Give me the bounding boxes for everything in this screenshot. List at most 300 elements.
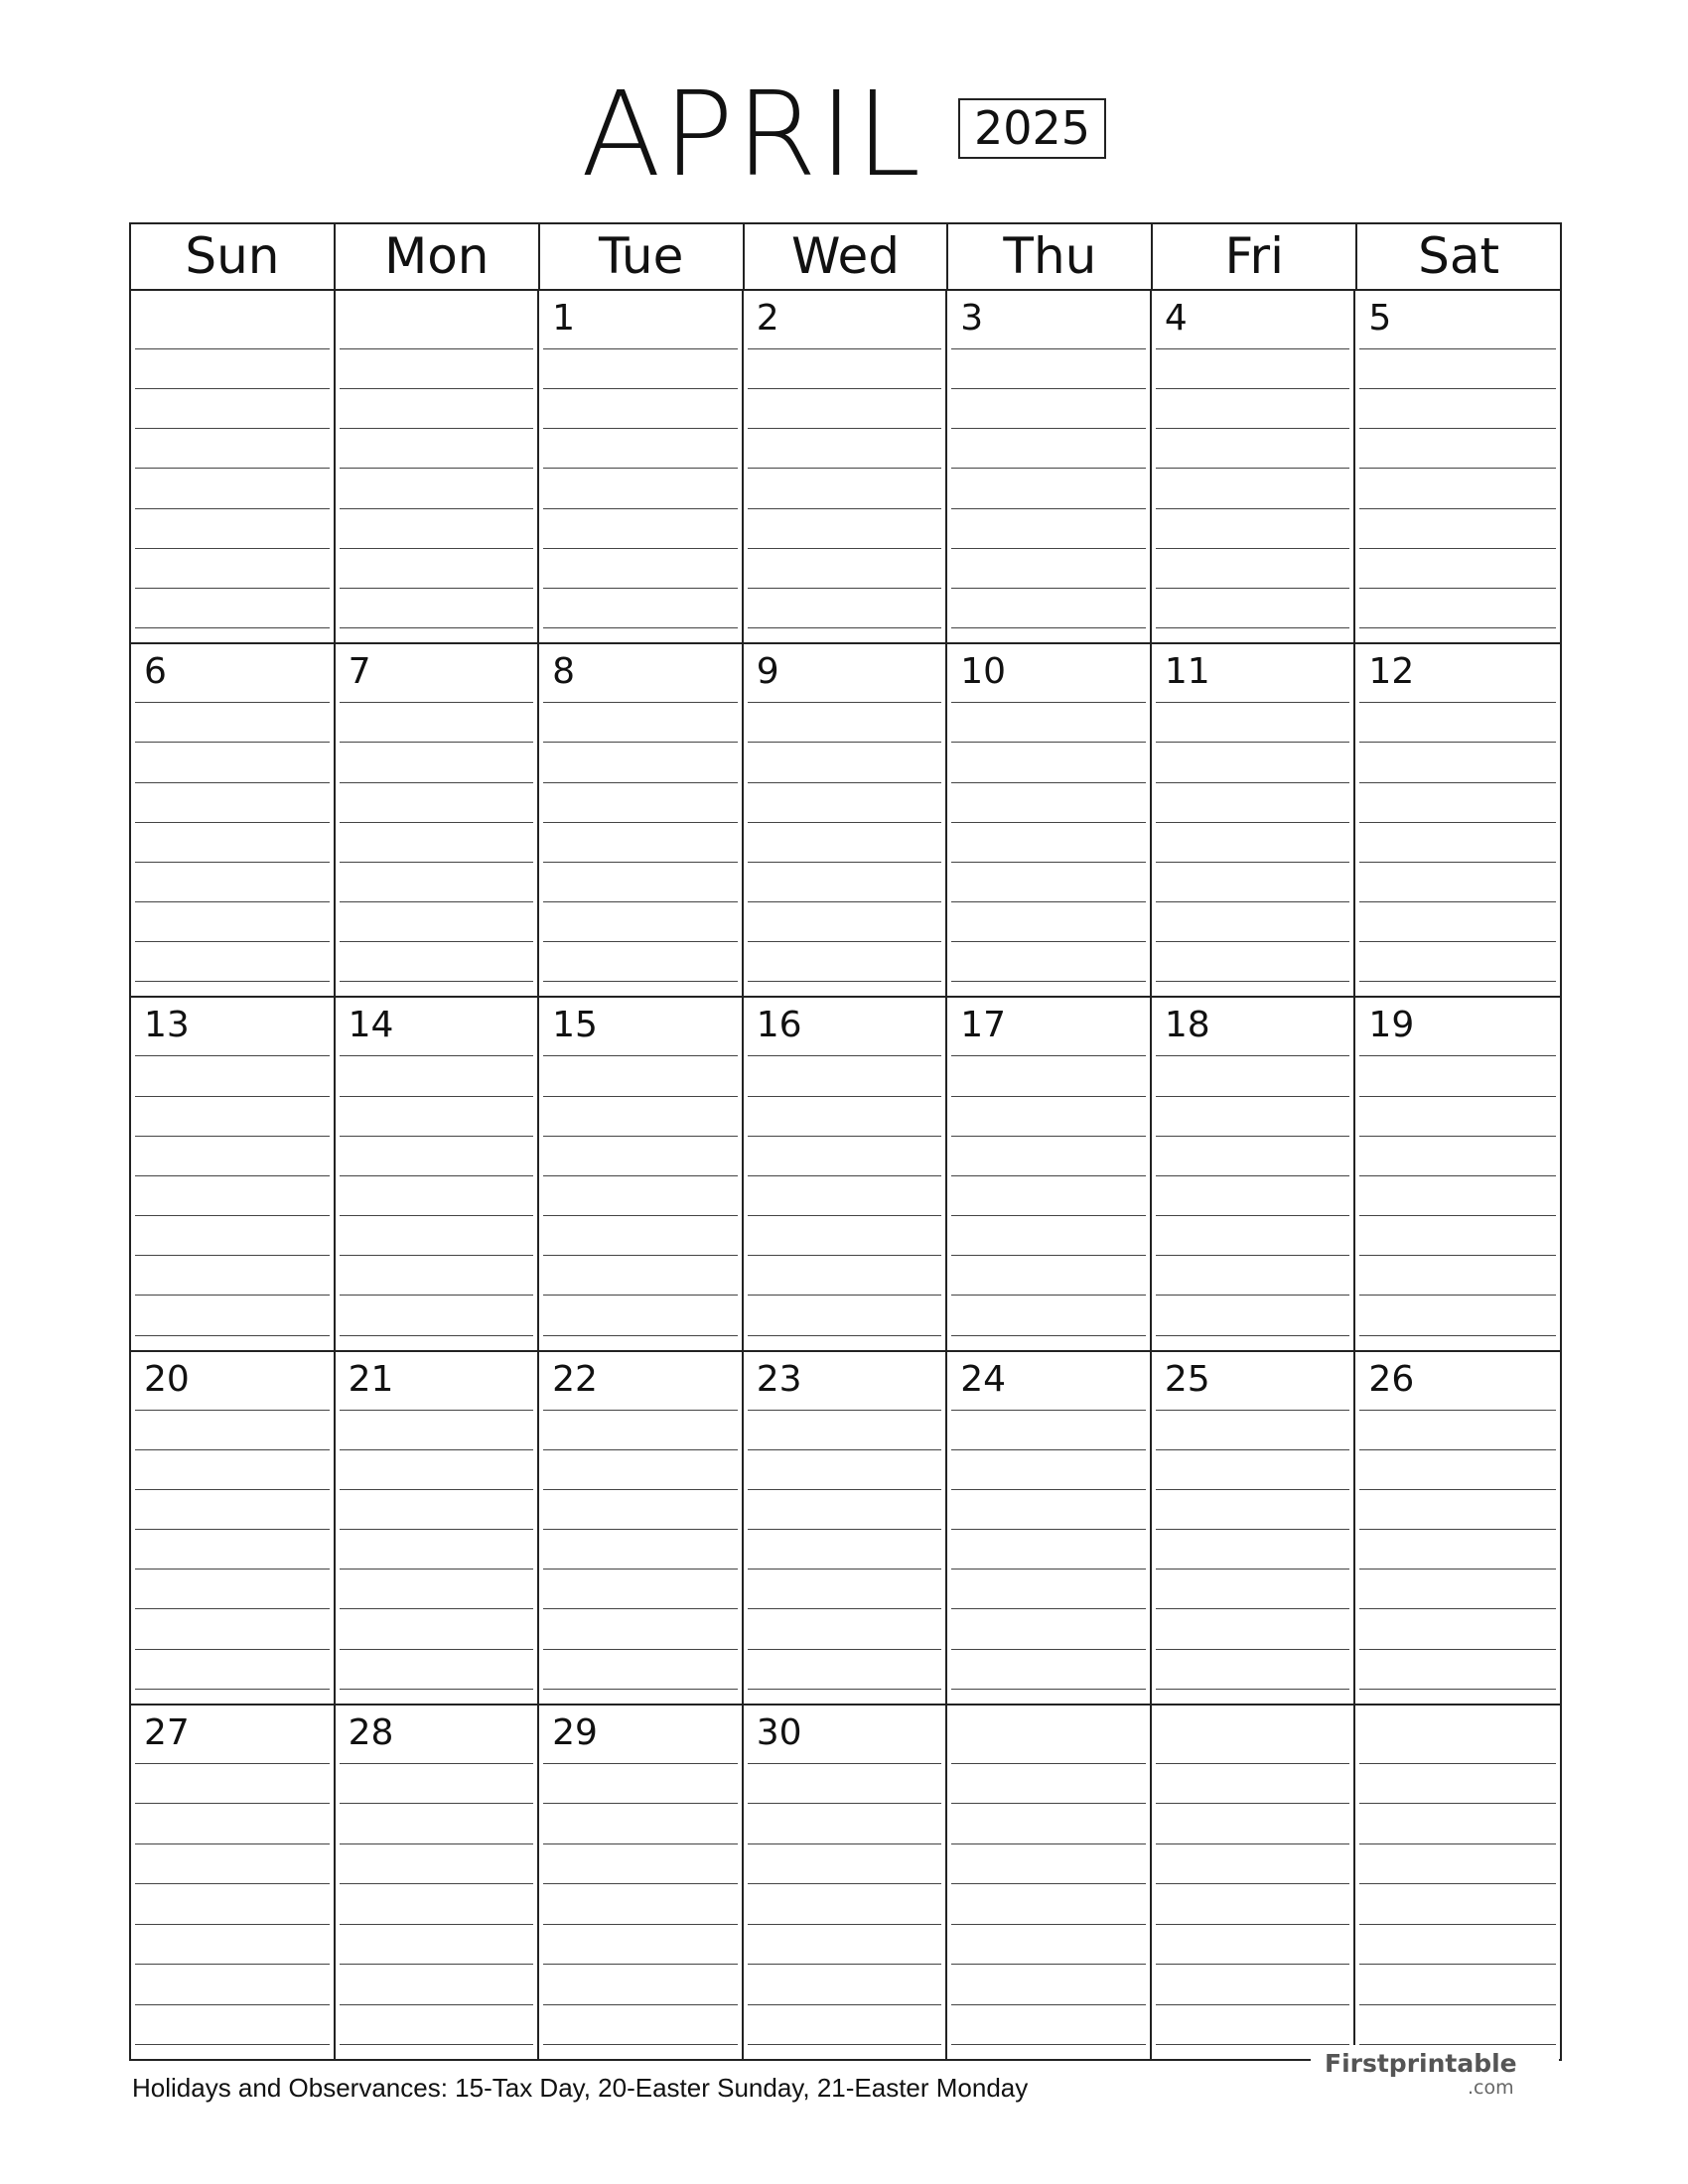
writing-line [543,508,738,509]
writing-line [748,1175,942,1176]
writing-line [748,1410,942,1411]
writing-line [1359,1529,1556,1530]
writing-line [340,1295,534,1296]
day-cell [744,1706,948,2059]
writing-line [340,2044,534,2045]
writing-line [1359,1175,1556,1176]
writing-line [748,1449,942,1450]
day-cell [131,644,336,998]
writing-line [1156,1136,1350,1137]
writing-lines [543,1763,738,2045]
writing-line [1359,981,1556,982]
writing-line [748,1055,942,1056]
day-cell [336,998,540,1351]
writing-line [135,941,330,942]
day-cell [131,291,336,644]
writing-lines [340,348,534,628]
writing-line [951,1335,1146,1336]
date-number: 10 [960,651,1007,693]
writing-line [543,1608,738,1609]
writing-line [1156,1843,1350,1844]
writing-line [340,388,534,389]
writing-line [340,1924,534,1925]
writing-line [951,2004,1146,2005]
writing-line [543,388,738,389]
writing-line [340,1335,534,1336]
writing-line [951,1649,1146,1650]
writing-line [135,1689,330,1690]
writing-line [340,1529,534,1530]
month-title: APRIL [581,66,923,203]
date-number: 18 [1164,1005,1210,1046]
day-cell [539,1706,744,2059]
writing-line [135,1410,330,1411]
writing-line [951,1924,1146,1925]
writing-line [340,1964,534,1965]
writing-line [135,1964,330,1965]
writing-line [340,1215,534,1216]
writing-line [951,468,1146,469]
writing-line [748,941,942,942]
writing-line [748,1569,942,1570]
writing-lines [748,1763,942,2045]
writing-line [135,1449,330,1450]
writing-line [1156,862,1350,863]
day-cell [336,1706,540,2059]
writing-line [1156,508,1350,509]
writing-line [543,1449,738,1450]
weekday-tue: Tue [540,224,745,289]
writing-line [340,981,534,982]
writing-line [748,1689,942,1690]
writing-line [1156,1608,1350,1609]
day-cell [336,291,540,644]
writing-line [951,1215,1146,1216]
date-number: 24 [960,1358,1007,1400]
writing-line [543,1055,738,1056]
writing-line [1359,1055,1556,1056]
writing-line [748,627,942,628]
writing-line [1156,822,1350,823]
writing-line [1156,1096,1350,1097]
date-number: 30 [756,1711,802,1753]
writing-line [135,782,330,783]
writing-line [1359,1964,1556,1965]
writing-line [1156,1335,1350,1336]
brand-logo [1311,2045,1559,2105]
writing-line [951,1608,1146,1609]
writing-line [1156,1489,1350,1490]
writing-line [1156,1410,1350,1411]
date-number: 4 [1164,298,1188,339]
writing-line [1359,1255,1556,1256]
day-cell [539,1352,744,1706]
writing-line [543,1255,738,1256]
writing-line [951,1529,1146,1530]
day-cell [1152,291,1356,644]
writing-line [543,588,738,589]
writing-line [951,901,1146,902]
writing-line [1156,588,1350,589]
writing-line [340,1255,534,1256]
day-cell [744,644,948,998]
writing-line [1359,1608,1556,1609]
writing-line [135,1924,330,1925]
writing-line [135,2044,330,2045]
date-number: 11 [1164,651,1210,693]
writing-line [748,981,942,982]
writing-line [135,1489,330,1490]
writing-line [1359,1096,1556,1097]
writing-line [135,508,330,509]
date-number: 15 [552,1005,598,1046]
day-cell [539,998,744,1351]
writing-line [951,702,1146,703]
writing-lines [1359,1055,1556,1335]
writing-line [340,508,534,509]
writing-line [1156,981,1350,982]
writing-line [340,1449,534,1450]
writing-line [135,862,330,863]
day-cell [744,1352,948,1706]
writing-line [135,1335,330,1336]
writing-line [543,1295,738,1296]
writing-line [1156,941,1350,942]
writing-line [1359,1883,1556,1884]
day-cell [1355,998,1560,1351]
day-cell [131,1706,336,2059]
writing-line [543,627,738,628]
writing-line [1156,1255,1350,1256]
writing-line [748,1255,942,1256]
date-number: 26 [1368,1358,1415,1400]
writing-line [748,1529,942,1530]
writing-line [951,782,1146,783]
weekday-sun: Sun [131,224,336,289]
writing-line [951,588,1146,589]
writing-lines [340,1055,534,1335]
writing-lines [1359,348,1556,628]
writing-line [340,1883,534,1884]
writing-line [135,1883,330,1884]
writing-line [543,2044,738,2045]
writing-line [340,782,534,783]
writing-lines [1156,1410,1350,1690]
logo-name: Firstprintable [1325,2049,1517,2078]
writing-line [748,1489,942,1490]
writing-line [543,822,738,823]
writing-line [951,1964,1146,1965]
writing-line [1156,1964,1350,1965]
writing-line [1359,468,1556,469]
writing-lines [748,1055,942,1335]
date-number: 16 [756,1005,802,1046]
writing-line [748,1649,942,1650]
writing-line [1359,2004,1556,2005]
writing-line [340,702,534,703]
writing-lines [340,1410,534,1690]
writing-line [1359,702,1556,703]
writing-line [951,1136,1146,1137]
date-number: 2 [756,298,779,339]
writing-line [543,941,738,942]
writing-line [1156,1803,1350,1804]
writing-line [340,822,534,823]
writing-line [951,508,1146,509]
writing-line [340,1763,534,1764]
writing-line [748,1335,942,1336]
day-cell [131,998,336,1351]
day-cell [336,1352,540,1706]
writing-lines [748,348,942,628]
writing-line [748,348,942,349]
writing-line [951,1689,1146,1690]
day-cell [1355,644,1560,998]
writing-line [1359,1649,1556,1650]
day-cell [1152,1352,1356,1706]
writing-line [340,588,534,589]
writing-lines [135,348,330,628]
date-number: 28 [348,1711,394,1753]
writing-line [340,2004,534,2005]
writing-line [340,862,534,863]
writing-line [951,1489,1146,1490]
writing-line [543,1096,738,1097]
writing-line [1359,1689,1556,1690]
writing-line [1359,348,1556,349]
day-cell [947,1352,1152,1706]
day-cell [744,998,948,1351]
writing-line [748,822,942,823]
writing-line [340,1175,534,1176]
writing-line [1359,1136,1556,1137]
writing-line [1156,901,1350,902]
writing-line [748,388,942,389]
writing-lines [543,1055,738,1335]
writing-lines [1359,1410,1556,1690]
writing-line [135,822,330,823]
writing-line [1359,428,1556,429]
writing-line [1359,1449,1556,1450]
writing-line [1359,941,1556,942]
writing-line [748,1096,942,1097]
writing-lines [951,1410,1146,1690]
writing-line [748,702,942,703]
writing-line [951,1803,1146,1804]
holidays-note: Holidays and Observances: 15-Tax Day, 20-Easter Sunday, 21-Easter Monday [132,2073,1029,2103]
writing-line [951,1175,1146,1176]
writing-line [543,1843,738,1844]
day-cell [1355,1706,1560,2059]
writing-line [135,548,330,549]
writing-line [748,2044,942,2045]
writing-line [543,742,738,743]
writing-line [543,428,738,429]
writing-line [135,1529,330,1530]
day-cells [131,291,1560,2059]
writing-line [1156,1649,1350,1650]
writing-line [135,1136,330,1137]
writing-line [951,1843,1146,1844]
date-number: 19 [1368,1005,1415,1046]
writing-line [135,1608,330,1609]
writing-line [748,1924,942,1925]
day-cell [947,291,1152,644]
weekday-fri: Fri [1153,224,1357,289]
writing-line [1156,1763,1350,1764]
writing-line [748,2004,942,2005]
writing-line [1359,1215,1556,1216]
writing-line [340,468,534,469]
writing-line [543,981,738,982]
writing-line [340,1569,534,1570]
writing-line [748,862,942,863]
writing-lines [1359,1763,1556,2045]
weekday-thu: Thu [948,224,1153,289]
writing-line [340,1843,534,1844]
writing-line [748,1964,942,1965]
writing-lines [951,348,1146,628]
writing-line [1359,1569,1556,1570]
weekday-mon: Mon [336,224,540,289]
writing-line [1156,1055,1350,1056]
date-number: 22 [552,1358,598,1400]
writing-line [135,348,330,349]
writing-line [1359,1924,1556,1925]
writing-line [951,627,1146,628]
writing-line [1359,1489,1556,1490]
writing-lines [951,1055,1146,1335]
writing-line [1156,388,1350,389]
writing-line [543,1763,738,1764]
writing-line [135,2004,330,2005]
date-number: 23 [756,1358,802,1400]
writing-line [1156,548,1350,549]
writing-line [1156,348,1350,349]
writing-line [543,1689,738,1690]
writing-line [543,1215,738,1216]
date-number: 6 [144,651,167,693]
writing-lines [543,702,738,982]
writing-line [951,1569,1146,1570]
day-cell [131,1352,336,1706]
writing-line [543,348,738,349]
writing-line [543,1569,738,1570]
date-number: 1 [552,298,576,339]
writing-line [951,1763,1146,1764]
writing-lines [951,702,1146,982]
writing-line [748,1215,942,1216]
calendar-grid [129,222,1562,2061]
date-number: 3 [960,298,984,339]
writing-line [1359,822,1556,823]
writing-lines [1359,702,1556,982]
writing-line [951,2044,1146,2045]
day-cell [1355,1352,1560,1706]
writing-lines [1156,1763,1350,2045]
day-cell [744,291,948,644]
writing-line [340,1410,534,1411]
writing-line [1359,508,1556,509]
logo-tld: .com [1468,2077,1514,2099]
writing-line [543,548,738,549]
writing-line [135,981,330,982]
writing-line [135,1649,330,1650]
day-cell [336,644,540,998]
writing-line [951,428,1146,429]
writing-line [748,1883,942,1884]
writing-lines [1156,1055,1350,1335]
writing-lines [135,1055,330,1335]
writing-line [135,1569,330,1570]
writing-line [340,348,534,349]
day-cell [539,291,744,644]
writing-line [340,1608,534,1609]
writing-lines [1156,702,1350,982]
writing-line [543,782,738,783]
writing-line [748,1803,942,1804]
writing-line [1359,1410,1556,1411]
weekday-header-row [131,224,1560,291]
writing-line [951,1055,1146,1056]
year-box: 2025 [958,98,1106,159]
day-cell [947,1706,1152,2059]
date-number: 14 [348,1005,394,1046]
writing-lines [135,1410,330,1690]
writing-line [135,588,330,589]
writing-line [340,1096,534,1097]
writing-line [748,1608,942,1609]
writing-line [748,901,942,902]
writing-lines [543,1410,738,1690]
writing-line [1156,1529,1350,1530]
writing-line [1156,1449,1350,1450]
writing-lines [543,348,738,628]
writing-line [340,428,534,429]
writing-lines [1156,348,1350,628]
date-number: 27 [144,1711,190,1753]
writing-line [340,1055,534,1056]
writing-line [1359,627,1556,628]
writing-line [1156,428,1350,429]
writing-line [135,1843,330,1844]
writing-line [1359,1763,1556,1764]
date-number: 8 [552,651,576,693]
writing-line [543,901,738,902]
writing-line [951,348,1146,349]
writing-line [748,742,942,743]
writing-line [1359,1295,1556,1296]
writing-line [135,1295,330,1296]
writing-line [135,388,330,389]
writing-line [951,1449,1146,1450]
weekday-wed: Wed [745,224,949,289]
writing-line [951,742,1146,743]
writing-line [1156,468,1350,469]
writing-line [951,822,1146,823]
writing-line [1359,782,1556,783]
writing-line [1156,702,1350,703]
writing-lines [951,1763,1146,2045]
date-number: 21 [348,1358,394,1400]
writing-line [1359,1843,1556,1844]
writing-line [748,1843,942,1844]
writing-line [340,1803,534,1804]
writing-line [748,548,942,549]
writing-line [135,428,330,429]
writing-line [543,468,738,469]
writing-line [543,1964,738,1965]
